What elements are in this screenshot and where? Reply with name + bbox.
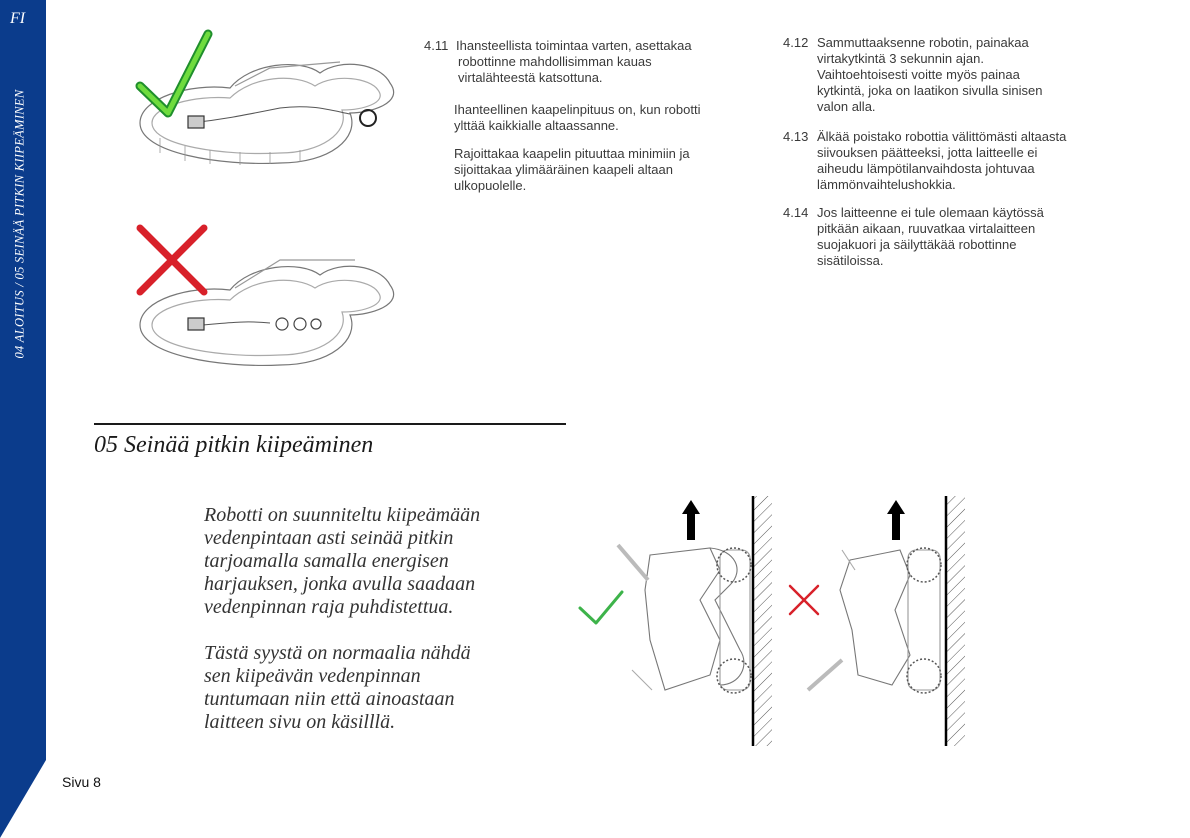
instruction-line: pitkään aikaan, ruuvatkaa virtalaitteen (817, 221, 1036, 236)
paragraph-line: Tästä syystä on normaalia nähdä (204, 642, 471, 664)
robot-wall-climb-correct-illustration (570, 490, 780, 755)
pool-cable-incorrect-illustration (130, 220, 410, 380)
page-number: Sivu 8 (62, 774, 101, 790)
up-arrow-icon (887, 500, 905, 540)
description-paragraph-2 (204, 642, 544, 734)
instruction-4-13 (783, 129, 1153, 193)
instruction-number: 4.12 (783, 35, 809, 50)
instructions-column-1-paragraphs (454, 102, 774, 206)
paragraph-line: vedenpinnan raja puhdistettua. (204, 596, 454, 618)
description-paragraph-1 (204, 504, 544, 619)
paragraph-line: harjauksen, jonka avulla saadaan (204, 573, 476, 595)
language-code: FI (10, 10, 26, 27)
instruction-number: 4.11 (424, 38, 449, 53)
instruction-line: Sammuttaaksenne robotin, painakaa (817, 35, 1029, 50)
paragraph-line: tarjoamalla samalla energisen (204, 550, 449, 572)
instruction-line: Älkää poistako robottia välittömästi altaasta (817, 129, 1067, 144)
instruction-line: aiheudu lämpötilanvaihdosta johtuvaa (817, 161, 1035, 176)
cross-mark-icon (790, 586, 818, 614)
robot-wall-climb-incorrect-illustration (780, 490, 975, 755)
instructions-column-2 (783, 35, 1153, 269)
instruction-number: 4.14 (783, 205, 809, 220)
instruction-line: lämmönvaihtelushokkia. (817, 177, 956, 192)
instruction-line: kytkintä, joka on laatikon sivulla sinisen (817, 83, 1043, 98)
instruction-line: virtakytkintä 3 sekunnin ajan. (817, 51, 984, 66)
check-mark-icon (580, 592, 622, 623)
paragraph-line: tuntumaan niin että ainoastaan (204, 688, 455, 710)
pool-cable-correct-illustration (130, 28, 410, 178)
cross-mark-icon (140, 228, 204, 292)
paragraph-line: Robotti on suunniteltu kiipeämään (204, 504, 481, 526)
cable-length-paragraph (454, 102, 774, 134)
instruction-4-12 (783, 35, 1153, 115)
section-divider (94, 423, 566, 425)
paragraph-line: sen kiipeävän vedenpinnan (204, 665, 421, 687)
paragraph-line: ulkopuolelle. (454, 178, 527, 193)
instruction-4-14 (783, 205, 1153, 269)
instruction-line: suojakuori ja säilyttäkää robottinne (817, 237, 1017, 252)
section-description (204, 504, 544, 757)
section-title: 05 Seinää pitkin kiipeäminen (94, 432, 374, 458)
instruction-line: Ihansteellista toimintaa varten, asettakaa (456, 38, 692, 53)
paragraph-line: Rajoittakaa kaapelin pituuttaa minimiin ja (454, 146, 690, 161)
instructions-column-1 (424, 38, 764, 86)
vertical-chapter-title: 04 ALOITUS / 05 SEINÄÄ PITKIN KIIPEÄMINEN (12, 89, 27, 359)
paragraph-line: sijoittakaa ylimääräinen kaapeli altaan (454, 162, 673, 177)
instruction-line: Vaihtoehtoisesti voitte myös painaa (817, 67, 1020, 82)
paragraph-line: Ihanteellinen kaapelinpituus on, kun robotti (454, 102, 701, 117)
instruction-line: Jos laitteenne ei tule olemaan käytössä (817, 205, 1044, 220)
instruction-line: siivouksen päätteeksi, jotta laitteelle ei (817, 145, 1038, 160)
paragraph-line: ylttää kaikkialle altaassanne. (454, 118, 619, 133)
instruction-line: valon alla. (817, 99, 876, 114)
instruction-line: sisätiloissa. (817, 253, 884, 268)
paragraph-line: vedenpintaan asti seinää pitkin (204, 527, 454, 549)
up-arrow-icon (682, 500, 700, 540)
cable-limit-paragraph (454, 146, 774, 194)
instruction-4-11 (424, 38, 764, 86)
instruction-line: virtalähteestä katsottuna. (458, 70, 603, 85)
instruction-line: robottinne mahdollisimman kauas (458, 54, 652, 69)
sidebar-band (0, 0, 46, 838)
paragraph-line: laitteen sivu on käsilllä. (204, 711, 396, 733)
instruction-number: 4.13 (783, 129, 809, 144)
